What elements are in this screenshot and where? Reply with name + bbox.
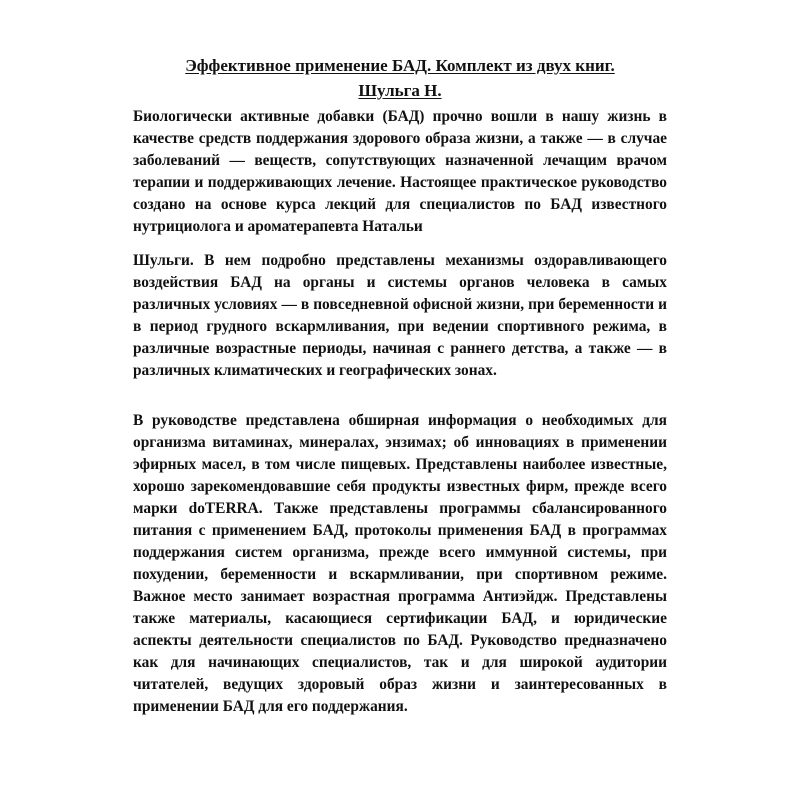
document-author: Шульга Н. (358, 81, 442, 100)
document-title: Эффективное применение БАД. Комплект из двух книг. (185, 56, 615, 75)
paragraph-intro: Биологически активные добавки (БАД) прочно вошли в нашу жизнь в качестве средств поддержания здорового образа жизни, а также — в случае заболеваний — веществ, сопутствующих назначенной лечащим врачом терапии и поддерживающих лечение. Настоящее практическое руководство создано на основе курса лекций для специалистов по БАД известного нутрициолога и ароматерапевта Натальи (133, 108, 667, 235)
paragraph-contents: В руководстве представлена обширная информация о необходимых для организма витаминах, минералах, энзимах; об инновациях в применении эфирных масел, в том числе пищевых. Представлены наиболее известные, хорошо зарекомендовавшие себя продукты известных фирм, прежде всего марки doTERRA. Также представлены программы сбалансированного питания с применением БАД, протоколы применения БАД в программах поддержания систем организма, прежде всего иммунной системы, при похудении, беременности и вскармливании, при спортивном режиме. Важное место занимает возрастная программа Антиэйдж. Представлены также материалы, касающиеся сертификации БАД, и юридические аспекты деятельности специалистов по БАД. Руководство предназначено как для начинающих специалистов, так и для широкой аудитории читателей, ведущих здоровый образ жизни и заинтересованных в применении БАД для его поддержания. (133, 412, 667, 715)
paragraph-mechanisms: Шульги. В нем подробно представлены механизмы оздоравливающего воздействия БАД на органы и системы органов человека в самых различных условиях — в повседневной офисной жизни, при беременности и в период грудного вскармливания, при ведении спортивного режима, в различные возрастные периоды, начиная с раннего детства, а также — в различных климатических и географических зонах. (133, 252, 667, 379)
